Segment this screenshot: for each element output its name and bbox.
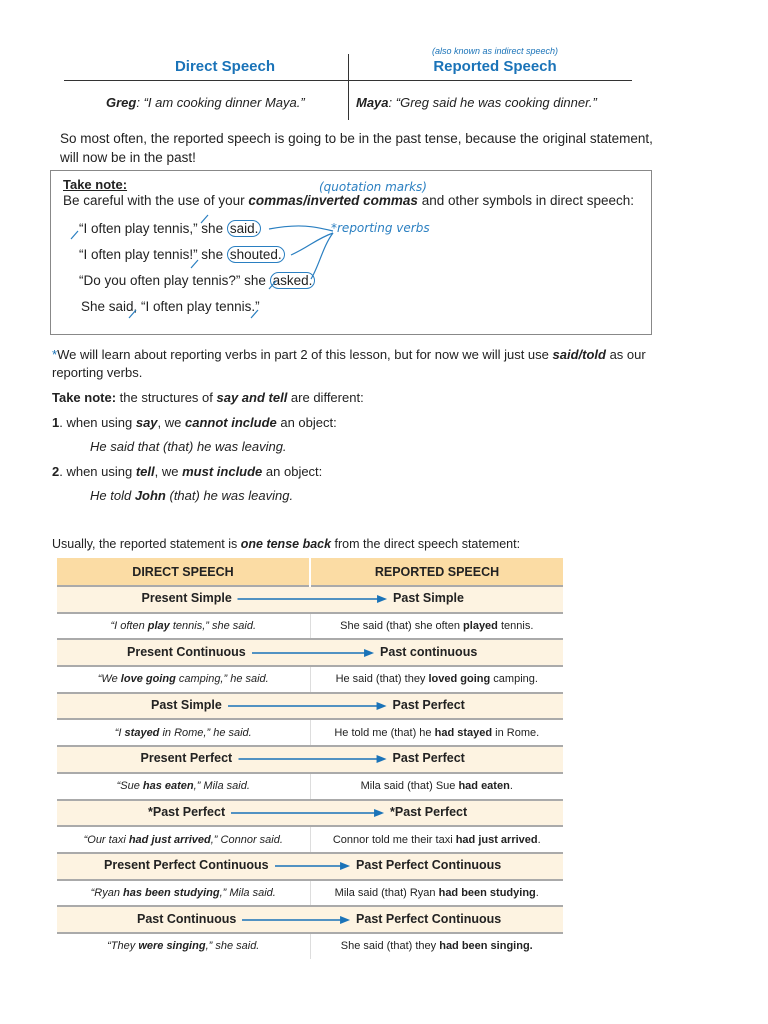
reported-example-cell: She said (that) she often played tennis. bbox=[310, 613, 563, 640]
reported-example-cell: Mila said (that) Sue had eaten. bbox=[310, 773, 563, 800]
tense-to: *Past Perfect bbox=[390, 804, 468, 819]
arrow-icon bbox=[63, 801, 557, 825]
example-asked: “Do you often play tennis?” she asked. bbox=[79, 273, 315, 288]
direct-example-cell: “Our taxi had just arrived,” Connor said. bbox=[57, 826, 310, 853]
tense-transition bbox=[63, 801, 557, 825]
example-row bbox=[57, 719, 563, 746]
tense-to: Past Simple bbox=[393, 591, 464, 606]
example-row bbox=[57, 773, 563, 800]
tense-transition bbox=[63, 587, 557, 611]
tense-cell bbox=[57, 693, 563, 720]
tense-cell bbox=[57, 906, 563, 933]
tense-to: Past Perfect bbox=[392, 698, 465, 713]
example-row bbox=[57, 613, 563, 640]
tense-row bbox=[57, 853, 563, 880]
example-row bbox=[57, 880, 563, 907]
take-note-heading: Take note: bbox=[63, 177, 128, 192]
tense-from: Past Continuous bbox=[137, 911, 237, 926]
tense-row bbox=[57, 693, 563, 720]
rule-tell-example: He told John (that) he was leaving. bbox=[90, 488, 294, 503]
quotation-marks-note: (quotation marks) bbox=[319, 180, 427, 194]
reporting-verbs-note: *reporting verbs bbox=[331, 221, 430, 235]
tense-from: Past Simple bbox=[151, 698, 222, 713]
reporting-verbs-paragraph: *We will learn about reporting verbs in part 2 of this lesson, but for now we will just use said/told as our reporting verbs. bbox=[52, 347, 646, 380]
reported-example-cell: He said (that) they loved going camping. bbox=[310, 666, 563, 693]
tense-to: Past Perfect Continuous bbox=[356, 911, 502, 926]
tense-from: Present Simple bbox=[141, 591, 232, 606]
tense-from: *Past Perfect bbox=[148, 804, 226, 819]
tense-row bbox=[57, 800, 563, 827]
tense-transition bbox=[63, 747, 557, 771]
direct-example: Greg: “I am cooking dinner Maya.” bbox=[106, 95, 305, 110]
tense-transition bbox=[63, 694, 557, 718]
direct-example-cell: “We love going camping,” he said. bbox=[57, 666, 310, 693]
tense-row bbox=[57, 746, 563, 773]
indirect-speech-note: (also known as indirect speech) bbox=[431, 46, 559, 56]
tense-from: Present Continuous bbox=[127, 644, 246, 659]
reported-example-cell: She said (that) they had been singing. bbox=[310, 933, 563, 959]
tense-transition bbox=[63, 641, 557, 665]
header-reported-speech: REPORTED SPEECH bbox=[310, 558, 563, 586]
arrow-icon bbox=[63, 747, 557, 771]
example-she-said: She said, “I often play tennis.” bbox=[81, 299, 260, 314]
direct-example-cell: “Sue has eaten,” Mila said. bbox=[57, 773, 310, 800]
tense-table bbox=[57, 558, 563, 959]
direct-example-cell: “I stayed in Rome,” he said. bbox=[57, 719, 310, 746]
rule-tell: 2. when using tell, we must include an object: bbox=[52, 464, 323, 479]
direct-example-cell: “Ryan has been studying,” Mila said. bbox=[57, 880, 310, 907]
example-row bbox=[57, 933, 563, 959]
tense-cell bbox=[57, 800, 563, 827]
example-said: “I often play tennis,” she said. bbox=[79, 221, 261, 236]
tense-row bbox=[57, 586, 563, 613]
tense-to: Past Perfect bbox=[392, 751, 465, 766]
reported-example: Maya: “Greg said he was cooking dinner.” bbox=[356, 95, 597, 110]
direct-example-cell: “I often play tennis,” she said. bbox=[57, 613, 310, 640]
reported-example-cell: Mila said (that) Ryan had been studying. bbox=[310, 880, 563, 907]
tense-cell bbox=[57, 853, 563, 880]
say-tell-heading: Take note: the structures of say and tell are different: bbox=[52, 390, 364, 405]
example-row bbox=[57, 826, 563, 853]
tense-cell bbox=[57, 639, 563, 666]
direct-speech-title: Direct Speech bbox=[174, 58, 276, 75]
careful-text: Be careful with the use of your commas/inverted commas and other symbols in direct speech: bbox=[63, 193, 635, 208]
tense-to: Past Perfect Continuous bbox=[356, 858, 502, 873]
reported-example-cell: He told me (that) he had stayed in Rome. bbox=[310, 719, 563, 746]
arrow-icon bbox=[63, 694, 557, 718]
take-note-box bbox=[50, 170, 652, 335]
tense-transition bbox=[63, 908, 557, 932]
header-divider bbox=[348, 54, 349, 120]
arrow-icon bbox=[63, 587, 557, 611]
direct-example-cell: “They were singing,” she said. bbox=[57, 933, 310, 959]
tense-to: Past continuous bbox=[380, 644, 478, 659]
rule-say: 1. when using say, we cannot include an object: bbox=[52, 415, 337, 430]
example-row bbox=[57, 666, 563, 693]
rule-say-example: He said that (that) he was leaving. bbox=[90, 439, 287, 454]
reported-speech-title: Reported Speech bbox=[433, 58, 557, 75]
tense-row bbox=[57, 639, 563, 666]
tense-cell bbox=[57, 746, 563, 773]
tense-cell bbox=[57, 586, 563, 613]
tense-row bbox=[57, 906, 563, 933]
tense-from: Present Perfect bbox=[140, 751, 233, 766]
example-shouted: “I often play tennis!” she shouted. bbox=[79, 247, 285, 262]
header-direct-speech: DIRECT SPEECH bbox=[57, 558, 310, 586]
intro-paragraph: So most often, the reported speech is going to be in the past tense, because the original statement, will now be in the past! bbox=[60, 131, 653, 165]
table-intro: Usually, the reported statement is one tense back from the direct speech statement: bbox=[52, 537, 521, 551]
annotation-lines bbox=[51, 171, 651, 334]
tense-transition bbox=[63, 854, 557, 878]
reported-example-cell: Connor told me their taxi had just arrived. bbox=[310, 826, 563, 853]
tense-from: Present Perfect Continuous bbox=[104, 858, 269, 873]
